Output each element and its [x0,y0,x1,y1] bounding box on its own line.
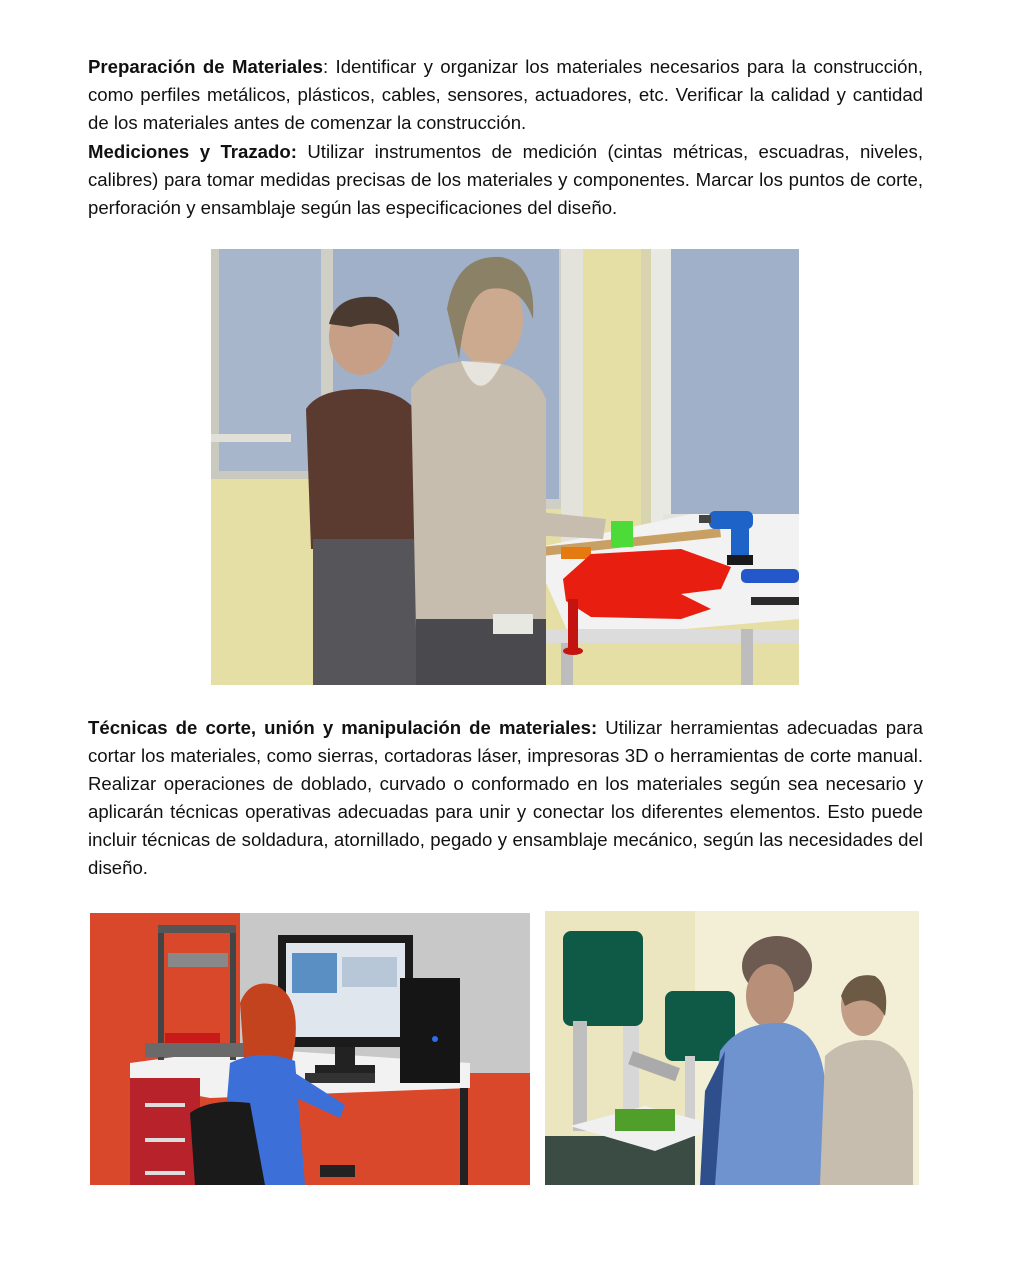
paragraph-measurement-layout [88,138,923,222]
illustration-workshop-measurement [211,249,799,685]
figure-drill-press [545,911,919,1185]
heading-materials-preparation: Preparación de Materiales [88,56,323,77]
paragraph-materials-preparation [88,53,923,137]
figure-3d-printer-workstation [90,913,530,1185]
body-measurement-layout: Utilizar instrumentos de medición (cintas métricas, escuadras, niveles, calibres) para tomar medidas precisas de los materiales y componentes. Marcar los puntos de corte, perforación y ensamblaje según las especificaciones del diseño. [88,141,923,218]
illustration-3d-printer-workstation [90,913,530,1185]
paragraph-cutting-joining [88,714,923,882]
heading-measurement-layout: Mediciones y Trazado: [88,141,297,162]
illustration-drill-press [545,911,919,1185]
body-cutting-joining: Utilizar herramientas adecuadas para cortar los materiales, como sierras, cortadoras láser, impresoras 3D o herramientas de corte manual. Realizar operaciones de doblado, curvado o conformado en los materiales según sea necesario y aplicarán técnicas operativas adecuadas para unir y conectar los diferentes elementos. Esto puede incluir técnicas de soldadura, atornillado, pegado y ensamblaje mecánico, según las necesidades del diseño. [88,717,924,878]
figure-workshop-measurement [211,249,799,685]
body-materials-preparation: : Identificar y organizar los materiales necesarios para la construcción, como perfiles metálicos, plásticos, cables, sensores, actuadores, etc. Verificar la calidad y cantidad de los materiales antes de comenzar la construcción. [88,56,923,133]
heading-cutting-joining: Técnicas de corte, unión y manipulación de materiales: [88,717,598,738]
